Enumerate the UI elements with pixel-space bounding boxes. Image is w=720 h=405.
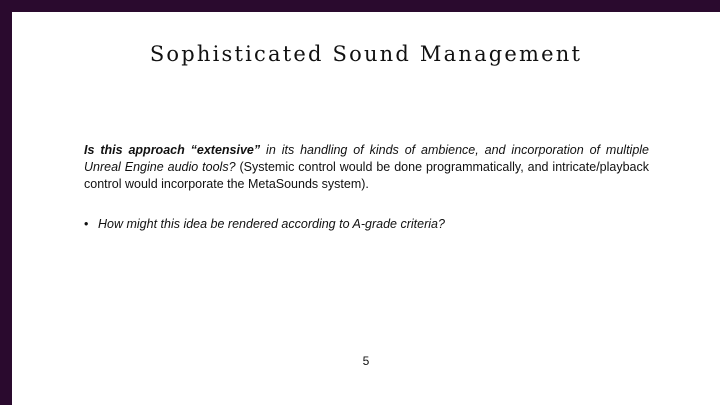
- body-paragraph: [84, 142, 649, 193]
- slide-canvas: [12, 12, 720, 405]
- page-number: 5: [362, 354, 370, 368]
- bullet-item: [84, 216, 649, 233]
- slide-title: Sophisticated Sound Management: [149, 42, 583, 66]
- question-italic: in its handling of kinds of ambience, and incorporation of multiple Unreal Engine audio tools?: [84, 143, 649, 174]
- bullet-marker: •: [84, 217, 89, 231]
- bullet-text: How might this idea be rendered according to A-grade criteria?: [98, 217, 445, 231]
- question-emphasis: Is this approach “extensive”: [84, 143, 261, 157]
- explanation-text: (Systemic control would be done programmatically, and intricate/playback control would incorporate the MetaSounds system).: [84, 160, 649, 191]
